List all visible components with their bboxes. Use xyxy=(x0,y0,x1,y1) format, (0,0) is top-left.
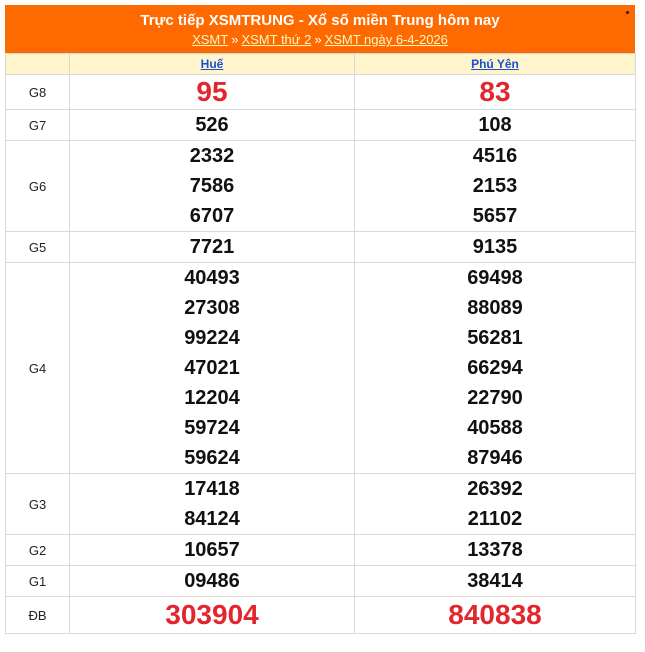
prize-numbers-cell xyxy=(70,75,355,110)
prize-numbers-cell xyxy=(70,566,355,597)
prize-numbers-cell xyxy=(355,232,636,263)
page-title: Trực tiếp XSMTRUNG - Xổ số miền Trung hôm nay xyxy=(140,12,500,29)
prize-row xyxy=(6,141,636,232)
prize-row xyxy=(6,75,636,110)
prize-numbers-cell xyxy=(355,141,636,232)
corner-cell xyxy=(6,54,70,75)
prize-numbers-cell xyxy=(355,597,636,634)
prize-number: 9135 xyxy=(472,236,518,258)
prize-number: 47021 xyxy=(184,357,240,379)
prize-row xyxy=(6,263,636,474)
prize-number: 5657 xyxy=(472,205,518,227)
prize-number: 88089 xyxy=(467,297,523,319)
prize-number: 83 xyxy=(479,76,511,107)
province-link-hue[interactable]: Huế xyxy=(200,57,224,71)
prize-number: 27308 xyxy=(184,297,240,319)
prize-number: 13378 xyxy=(467,539,523,561)
prize-number: 22790 xyxy=(467,387,523,409)
prize-label: G4 xyxy=(6,263,70,474)
prize-number: 12204 xyxy=(184,387,240,409)
prize-number: 21102 xyxy=(467,508,523,530)
prize-number: 59724 xyxy=(184,417,240,439)
prize-label: G3 xyxy=(6,474,70,535)
province-link-phu-yen[interactable]: Phú Yên xyxy=(471,57,519,71)
prize-label: G2 xyxy=(6,535,70,566)
prize-row xyxy=(6,597,636,634)
prize-number: 84124 xyxy=(184,508,240,530)
prize-number: 09486 xyxy=(184,570,240,592)
prize-number: 26392 xyxy=(467,478,523,500)
prize-number: 7586 xyxy=(189,175,235,197)
breadcrumb-separator: » xyxy=(231,32,239,47)
prize-label: G1 xyxy=(6,566,70,597)
province-cell xyxy=(70,54,355,75)
prize-number: 66294 xyxy=(467,357,523,379)
prize-numbers-cell xyxy=(355,474,636,535)
prize-number: 108 xyxy=(478,114,512,136)
prize-numbers-cell xyxy=(70,141,355,232)
prize-row xyxy=(6,110,636,141)
prize-numbers-cell xyxy=(70,474,355,535)
prize-numbers-cell xyxy=(355,535,636,566)
prize-number: 40588 xyxy=(467,417,523,439)
province-cell xyxy=(355,54,636,75)
prize-number: 526 xyxy=(195,114,229,136)
prize-label: ĐB xyxy=(6,597,70,634)
results-header xyxy=(5,5,635,53)
prize-number: 56281 xyxy=(467,327,523,349)
prize-label: G6 xyxy=(6,141,70,232)
province-header-row xyxy=(6,54,636,75)
prize-number: 59624 xyxy=(184,447,240,469)
prize-number: 99224 xyxy=(184,327,240,349)
breadcrumb xyxy=(5,31,635,48)
prize-numbers-cell xyxy=(355,110,636,141)
prize-number: 6707 xyxy=(189,205,235,227)
prize-number: 38414 xyxy=(467,570,523,592)
prize-number: 7721 xyxy=(189,236,235,258)
prize-row xyxy=(6,566,636,597)
prize-number: 10657 xyxy=(184,539,240,561)
prize-number: 4516 xyxy=(472,145,518,167)
prize-numbers-cell xyxy=(70,597,355,634)
prize-number: 95 xyxy=(196,76,228,107)
prize-number: 17418 xyxy=(184,478,240,500)
dot-icon xyxy=(626,11,629,14)
prize-number: 2332 xyxy=(189,145,235,167)
prize-numbers-cell xyxy=(70,535,355,566)
prize-numbers-cell xyxy=(70,232,355,263)
prize-row xyxy=(6,535,636,566)
prize-label: G7 xyxy=(6,110,70,141)
prize-number: 303904 xyxy=(165,599,259,630)
breadcrumb-xsmt[interactable]: XSMT xyxy=(192,32,229,47)
prize-numbers-cell xyxy=(355,75,636,110)
prize-number: 87946 xyxy=(467,447,523,469)
prize-number: 840838 xyxy=(448,599,542,630)
prize-row xyxy=(6,232,636,263)
prize-number: 2153 xyxy=(472,175,518,197)
prize-row xyxy=(6,474,636,535)
prize-number: 40493 xyxy=(184,267,240,289)
breadcrumb-separator: » xyxy=(314,32,322,47)
prize-numbers-cell xyxy=(70,263,355,474)
prize-label: G8 xyxy=(6,75,70,110)
prize-numbers-cell xyxy=(70,110,355,141)
results-panel xyxy=(5,5,635,634)
prize-label: G5 xyxy=(6,232,70,263)
results-table xyxy=(5,53,636,634)
breadcrumb-xsmt-weekday[interactable]: XSMT thứ 2 xyxy=(241,32,312,47)
breadcrumb-xsmt-date[interactable]: XSMT ngày 6-4-2026 xyxy=(324,32,448,47)
prize-numbers-cell xyxy=(355,566,636,597)
prize-number: 69498 xyxy=(467,267,523,289)
prize-numbers-cell xyxy=(355,263,636,474)
